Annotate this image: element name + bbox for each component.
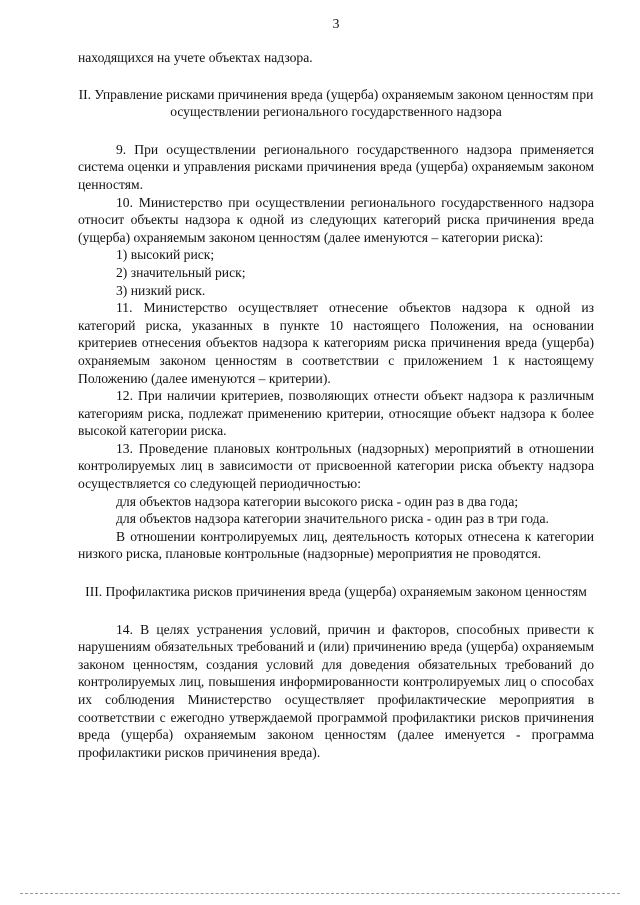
section-heading-3: III. Профилактика рисков причинения вреда (ущерба) охраняемым законом ценностям <box>85 584 587 600</box>
paragraph-13-low-risk: В отношении контролируемых лиц, деятельность которых отнесена к категории низкого риска, плановые контрольные (надзорные) мероприятия не проводятся. <box>78 528 594 562</box>
paragraph-13-high-risk: для объектов надзора категории высокого риска - один раз в два года; <box>116 493 519 509</box>
paragraph-9: 9. При осуществлении регионального государственного надзора применяется система оценки и управления рисками причинения вреда (ущерба) охраняемым законом ценностям. <box>78 141 594 192</box>
risk-category-item-3: 3) низкий риск. <box>116 282 206 298</box>
risk-category-item-2: 2) значительный риск; <box>116 264 246 280</box>
paragraph-11: 11. Министерство осуществляет отнесение объектов надзора к одной из категорий риска, указанных в пункте 10 настоящего Положения, на основании критериев отнесения объектов надзора к категориям риска причинения вреда (ущерба) охраняемым законом ценностям в соответствии с приложением 1 к настоящему Положению (далее именуются – критерии). <box>78 300 594 386</box>
paragraph-13-significant-risk: для объектов надзора категории значительного риска - один раз в три года. <box>116 511 549 527</box>
section-heading-2: II. Управление рисками причинения вреда (ущерба) охраняемым законом ценностям при осуществлении регионального государственного надзора <box>78 86 594 120</box>
paragraph-continuation: находящихся на учете объектах надзора. <box>78 50 313 65</box>
risk-category-item-1: 1) высокий риск; <box>116 247 215 263</box>
document-body <box>78 49 594 761</box>
paragraph-14: 14. В целях устранения условий, причин и факторов, способных привести к нарушениям обязательных требований и (или) причинению вреда (ущерба) охраняемым законом ценностям, создания условий для доведения обязательных требований до контролируемых лиц, повышения информированности контролируемых лиц о способах их соблюдения Министерство осуществляет профилактические мероприятия в соответствии с ежегодно утверждаемой программой профилактики рисков причинения вреда (ущерба) охраняемым законом ценностям (далее именуется - программа профилактики рисков причинения вреда). <box>78 621 594 760</box>
bottom-divider <box>20 893 620 894</box>
page-number: 3 <box>332 16 340 31</box>
paragraph-10: 10. Министерство при осуществлении регионального государственного надзора относит объекты надзора к одной из следующих категорий риска причинения вреда (ущерба) охраняемым законом ценностям (далее именуются – категории риска): <box>78 194 594 245</box>
paragraph-12: 12. При наличии критериев, позволяющих отнести объект надзора к различным категориям риска, подлежат применению критерии, относящие объект надзора к более высокой категории риска. <box>78 388 594 439</box>
paragraph-13: 13. Проведение плановых контрольных (надзорных) мероприятий в отношении контролируемых лиц в зависимости от присвоенной категории риска объекту надзора осуществляется со следующей периодичностью: <box>78 440 594 492</box>
